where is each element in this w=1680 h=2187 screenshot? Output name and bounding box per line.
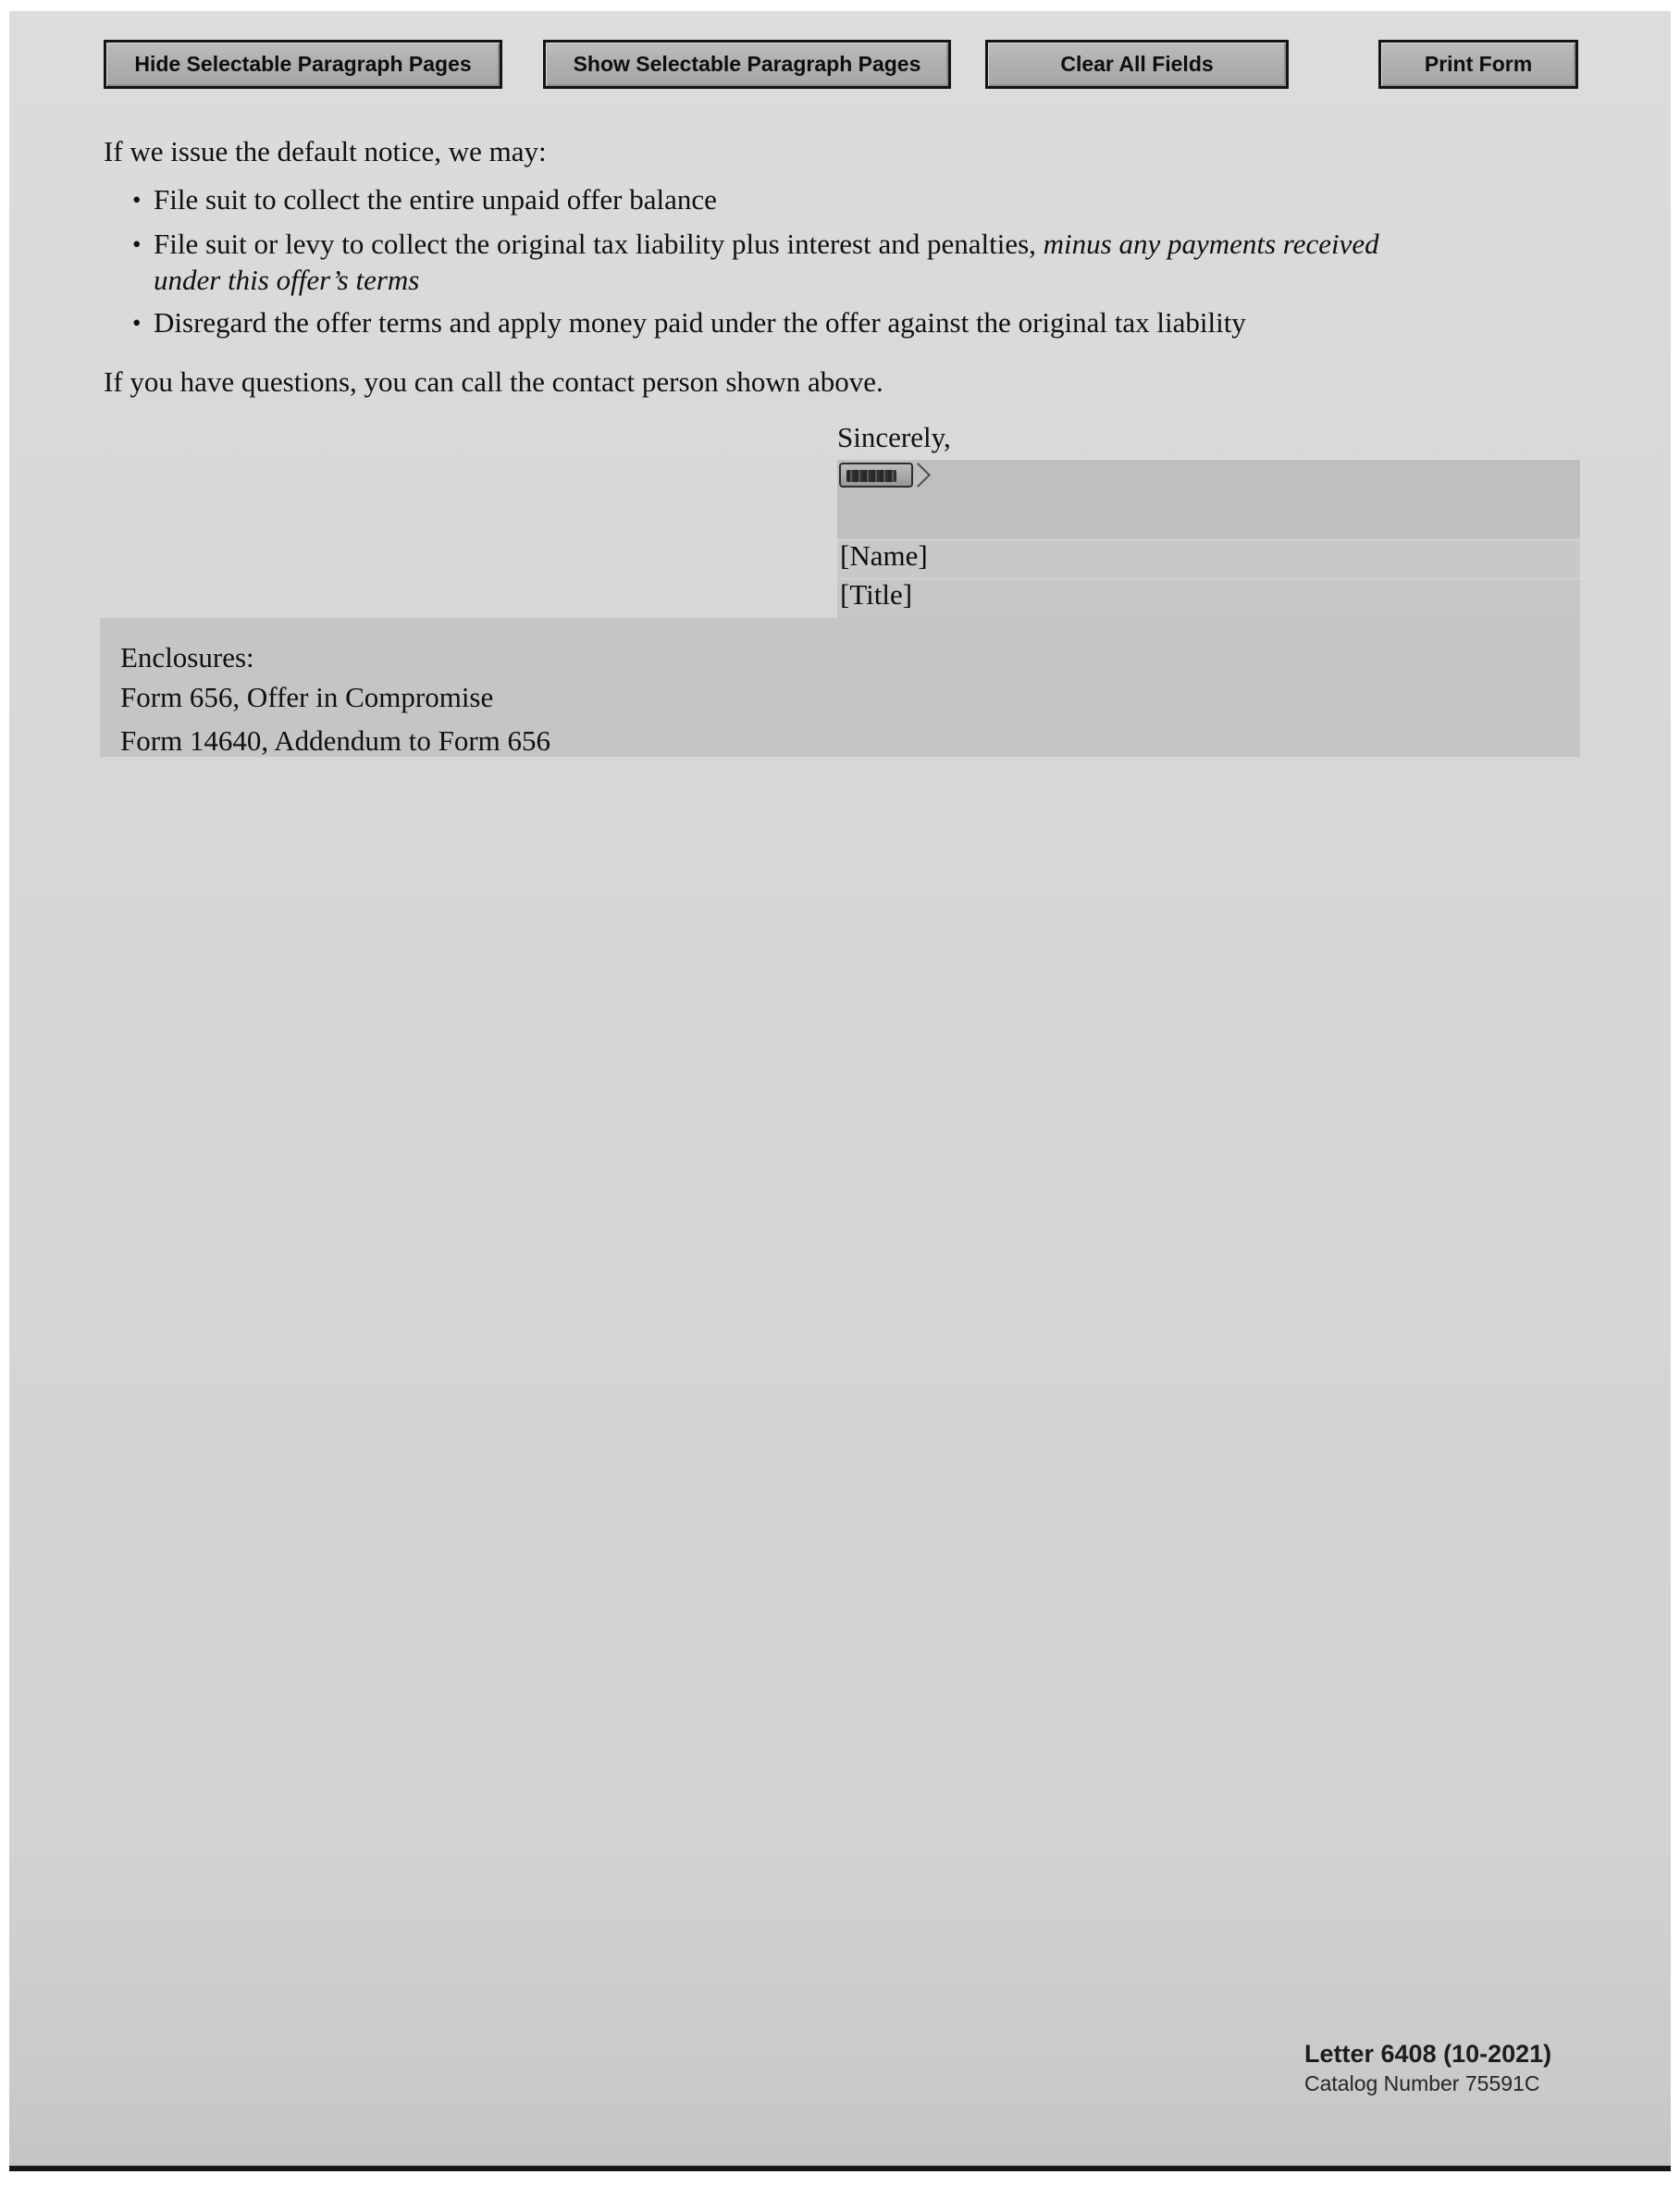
bullet-marker: • [132, 230, 142, 258]
letter-footer [1304, 2039, 1551, 2098]
clear-all-fields-button[interactable]: Clear All Fields [985, 40, 1289, 89]
enclosure-item-form-14640: Form 14640, Addendum to Form 656 [120, 724, 551, 757]
intro-paragraph: If we issue the default notice, we may: [104, 135, 547, 167]
show-selectable-paragraph-pages-button[interactable]: Show Selectable Paragraph Pages [543, 40, 951, 89]
bullet-item-disregard-offer-terms: Disregard the offer terms and apply money paid under the offer against the original tax liability [154, 306, 1246, 339]
letter-number: Letter 6408 (10-2021) [1304, 2040, 1552, 2068]
sign-here-tab-text-smudge [846, 470, 896, 482]
sign-here-tab-body [839, 463, 913, 488]
name-field-value[interactable]: [Name] [840, 539, 928, 572]
bullet2-roman-text: File suit or levy to collect the original tax liability plus interest and penalties, [154, 228, 1044, 260]
name-field[interactable] [837, 541, 1580, 578]
enclosures-heading: Enclosures: [120, 641, 254, 673]
salutation-text: Sincerely, [837, 421, 951, 453]
bullet2-italic-continuation: under this offer’s terms [154, 264, 420, 296]
title-field-value[interactable]: [Title] [840, 578, 913, 611]
sign-here-tab-icon[interactable] [839, 463, 943, 488]
signature-field[interactable] [837, 460, 1580, 538]
title-field[interactable] [837, 580, 1580, 618]
catalog-number: Catalog Number 75591C [1304, 2071, 1540, 2095]
bullet-item-file-suit-collect: File suit to collect the entire unpaid offer balance [154, 183, 717, 216]
enclosure-item-form-656: Form 656, Offer in Compromise [120, 681, 494, 713]
bullet2-italic-text: minus any payments received [1043, 228, 1379, 260]
print-form-button[interactable]: Print Form [1378, 40, 1578, 89]
questions-paragraph: If you have questions, you can call the contact person shown above. [104, 365, 883, 398]
bullet-marker: • [132, 186, 142, 214]
bullet-marker: • [132, 309, 142, 337]
hide-selectable-paragraph-pages-button[interactable]: Hide Selectable Paragraph Pages [104, 40, 502, 89]
bullet-item-file-suit-or-levy [154, 227, 1379, 262]
